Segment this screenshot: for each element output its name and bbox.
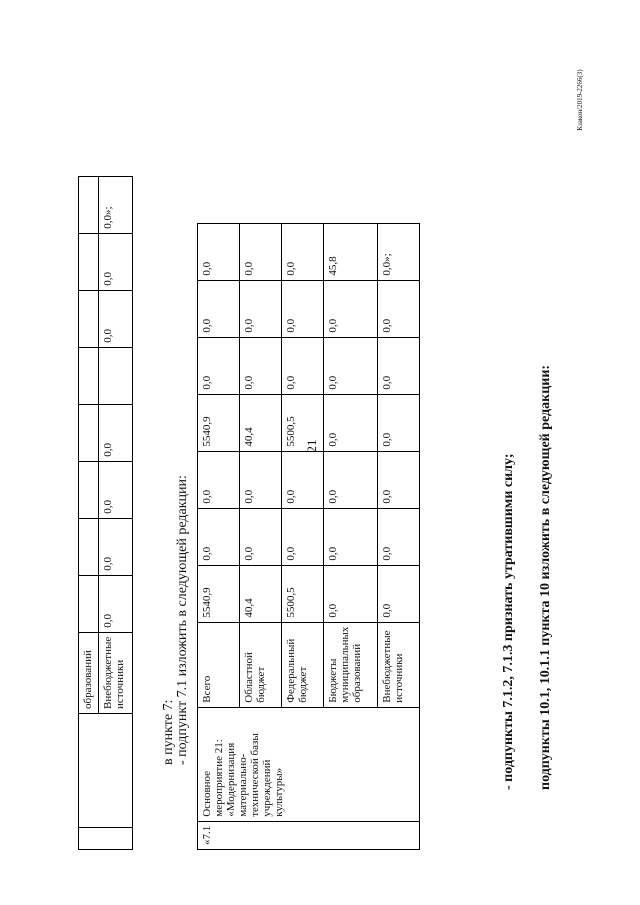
value-cell: 0,0 bbox=[324, 280, 378, 337]
table-top-fragment bbox=[78, 176, 133, 850]
value-cell bbox=[79, 461, 99, 518]
source-cell: Всего bbox=[198, 622, 240, 707]
amendment-line: - подпункты 7.1.2, 7.1.3 признать утратившими силу; bbox=[501, 453, 516, 790]
value-cell: 0,0 bbox=[324, 394, 378, 451]
table-row bbox=[79, 176, 99, 849]
value-cell: 40,4 bbox=[240, 565, 282, 622]
value-cell: 0,0»; bbox=[99, 176, 133, 233]
value-cell bbox=[79, 404, 99, 461]
row-name-cell bbox=[79, 714, 133, 828]
value-cell: 5540,9 bbox=[198, 394, 240, 451]
intro-line: - подпункт 7.1 изложить в следующей редакции: bbox=[175, 475, 190, 765]
value-cell: 0,0 bbox=[282, 508, 324, 565]
value-cell: 45,8 bbox=[324, 223, 378, 280]
value-cell: 0,0 bbox=[99, 461, 133, 518]
value-cell: 0,0 bbox=[198, 337, 240, 394]
table-main bbox=[197, 223, 420, 850]
value-cell: 0,0 bbox=[282, 337, 324, 394]
value-cell: 0,0 bbox=[378, 337, 420, 394]
value-cell: 0,0 bbox=[99, 404, 133, 461]
value-cell bbox=[99, 347, 133, 404]
row-number-cell bbox=[79, 828, 133, 850]
value-cell: 0,0 bbox=[240, 337, 282, 394]
value-cell: 0,0 bbox=[240, 451, 282, 508]
value-cell: 5500,5 bbox=[282, 565, 324, 622]
value-cell: 0,0 bbox=[198, 451, 240, 508]
value-cell: 0,0 bbox=[99, 233, 133, 290]
value-cell: 0,0 bbox=[378, 280, 420, 337]
value-cell bbox=[79, 233, 99, 290]
value-cell: 0,0 bbox=[378, 394, 420, 451]
value-cell: 0,0 bbox=[324, 451, 378, 508]
value-cell bbox=[79, 518, 99, 575]
value-cell: 0,0 bbox=[378, 565, 420, 622]
value-cell: 0,0 bbox=[198, 508, 240, 565]
source-cell: Областной бюджет bbox=[240, 622, 282, 707]
value-cell bbox=[79, 290, 99, 347]
document-code: Кзакон/2019-2266(3) bbox=[576, 69, 584, 131]
source-cell: Федеральный бюджет bbox=[282, 622, 324, 707]
source-cell: Бюджеты муниципальных образований bbox=[324, 622, 378, 707]
value-cell: 0,0 bbox=[324, 565, 378, 622]
value-cell: 0,0 bbox=[378, 451, 420, 508]
value-cell: 0,0 bbox=[99, 575, 133, 632]
row-name-cell: Основное мероприятие 21: «Модернизация материально-технической базы учреждений культуры» bbox=[198, 707, 420, 821]
table-row bbox=[198, 223, 240, 849]
value-cell: 5500,5 bbox=[282, 394, 324, 451]
amendment-line: подпункты 10.1, 10.1.1 пункта 10 изложить в следующей редакции: bbox=[538, 364, 553, 790]
value-cell: 40,4 bbox=[240, 394, 282, 451]
intro-line: в пункте 7: bbox=[161, 699, 176, 765]
value-cell: 0,0 bbox=[240, 223, 282, 280]
value-cell: 5540,9 bbox=[198, 565, 240, 622]
value-cell bbox=[79, 347, 99, 404]
value-cell bbox=[79, 176, 99, 233]
value-cell: 0,0 bbox=[198, 280, 240, 337]
source-cell: образований bbox=[79, 632, 99, 713]
value-cell: 0,0 bbox=[99, 290, 133, 347]
value-cell bbox=[79, 575, 99, 632]
value-cell: 0,0 bbox=[99, 518, 133, 575]
page-number: 21 bbox=[304, 439, 319, 453]
source-cell: Внебюджетные источники bbox=[378, 622, 420, 707]
value-cell: 0,0 bbox=[324, 337, 378, 394]
value-cell: 0,0 bbox=[240, 508, 282, 565]
source-cell: Внебюджетные источники bbox=[99, 632, 133, 713]
value-cell: 0,0 bbox=[282, 280, 324, 337]
value-cell: 0,0 bbox=[198, 223, 240, 280]
value-cell: 0,0 bbox=[378, 508, 420, 565]
row-number-cell: «7.1 bbox=[198, 821, 420, 849]
value-cell: 0,0 bbox=[282, 223, 324, 280]
value-cell: 0,0 bbox=[240, 280, 282, 337]
value-cell: 0,0 bbox=[282, 451, 324, 508]
value-cell: 0,0»; bbox=[378, 223, 420, 280]
value-cell: 0,0 bbox=[324, 508, 378, 565]
